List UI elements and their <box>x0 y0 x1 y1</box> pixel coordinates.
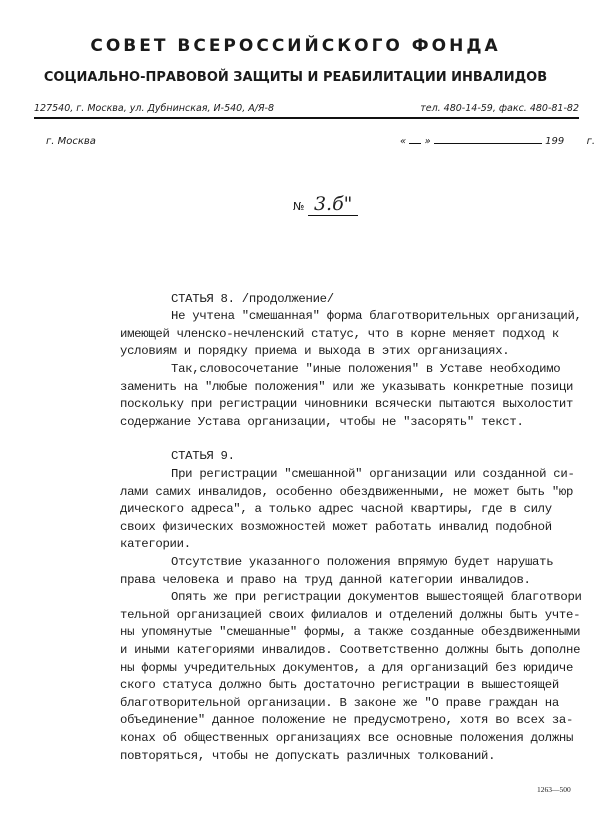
text-line: дического адреса", а только адрес часной квартиры, где в силу <box>120 502 552 516</box>
text-line: права человека и право на труд данной категории инвалидов. <box>120 573 531 587</box>
text-line: категории. <box>120 537 191 551</box>
text-line: условиям и порядку приема и выхода в этих организациях. <box>120 344 510 358</box>
year-suffix: г. <box>586 136 595 147</box>
org-name-line2: СОЦИАЛЬНО-ПРАВОВОЙ ЗАЩИТЫ И РЕАБИЛИТАЦИИ ИНВАЛИДОВ <box>43 70 548 85</box>
month-blank <box>434 143 542 144</box>
text-line: ны формы учредительных документов, а для организаций без юридиче <box>120 661 574 675</box>
year-label: 199 <box>545 136 565 147</box>
text-line: лами самих инвалидов, особенно обездвиженными, не может быть "юр <box>120 485 574 499</box>
city-label: г. Москва <box>46 136 96 147</box>
document-number <box>293 193 358 216</box>
org-name-line1: СОВЕТ ВСЕРОССИЙСКОГО ФОНДА <box>90 36 501 56</box>
text-line: повторяться, чтобы не допускать различных толкований. <box>120 749 496 763</box>
text-line: Так,словосочетание "иные положения" в Уставе необходимо <box>171 362 561 376</box>
letterhead-rule <box>34 117 579 119</box>
text-line: объединение" данное положение не предусмотрено, хотя во всех за- <box>120 713 574 727</box>
text-line: При регистрации "смешанной" организации или созданной си- <box>171 467 575 481</box>
text-line: конах об общественных организациях все основные положения должны <box>120 731 574 745</box>
text-line: и иными категориями инвалидов. Соответственно должны быть дополне <box>120 643 581 657</box>
text-line: заменить на "любые положения" или же указывать конкретные позици <box>120 380 574 394</box>
text-line: поскольку при регистрации чиновники всячески пытаются выхолостит <box>120 397 574 411</box>
org-address: 127540, г. Москва, ул. Дубнинская, И-540, А/Я-8 <box>34 103 275 114</box>
org-phones: тел. 480-14-59, факс. 480-81-82 <box>420 103 579 114</box>
text-line: Опять же при регистрации документов вышестоящей благотвори <box>171 590 582 604</box>
text-line: тельной организацией своих филиалов и отделений должны быть учте- <box>120 608 581 622</box>
print-run-code: 1263—500 <box>537 785 571 794</box>
day-blank <box>409 143 421 144</box>
date-open-quote: « <box>400 136 407 147</box>
date-close-quote: » <box>424 136 431 147</box>
text-line: имеющей членско-нечленский статус, что в корне меняет подход к <box>120 327 559 341</box>
text-line: содержание Устава организации, чтобы не "засорять" текст. <box>120 415 524 429</box>
number-sign: № <box>293 200 305 213</box>
text-line: Не учтена "смешанная" форма благотворительных организаций, <box>171 309 582 323</box>
text-line: ны упомянутые "смешанные" формы, а также созданные обездвиженными <box>120 625 581 639</box>
article-8-heading: СТАТЬЯ 8. /продолжение/ <box>171 292 334 306</box>
text-line: ского статуса должно быть достаточно регистрации в вышестоящей <box>120 678 559 692</box>
text-line: благотворительной организации. В законе же "О праве граждан на <box>120 696 559 710</box>
text-line: Отсутствие указанного положения впрямую будет нарушать <box>171 555 554 569</box>
text-line: своих физических возможностей может работать инвалид подобной <box>120 520 552 534</box>
article-9-heading: СТАТЬЯ 9. <box>171 449 235 463</box>
date-field <box>400 136 595 147</box>
handwritten-number: 3.б" <box>308 193 358 216</box>
